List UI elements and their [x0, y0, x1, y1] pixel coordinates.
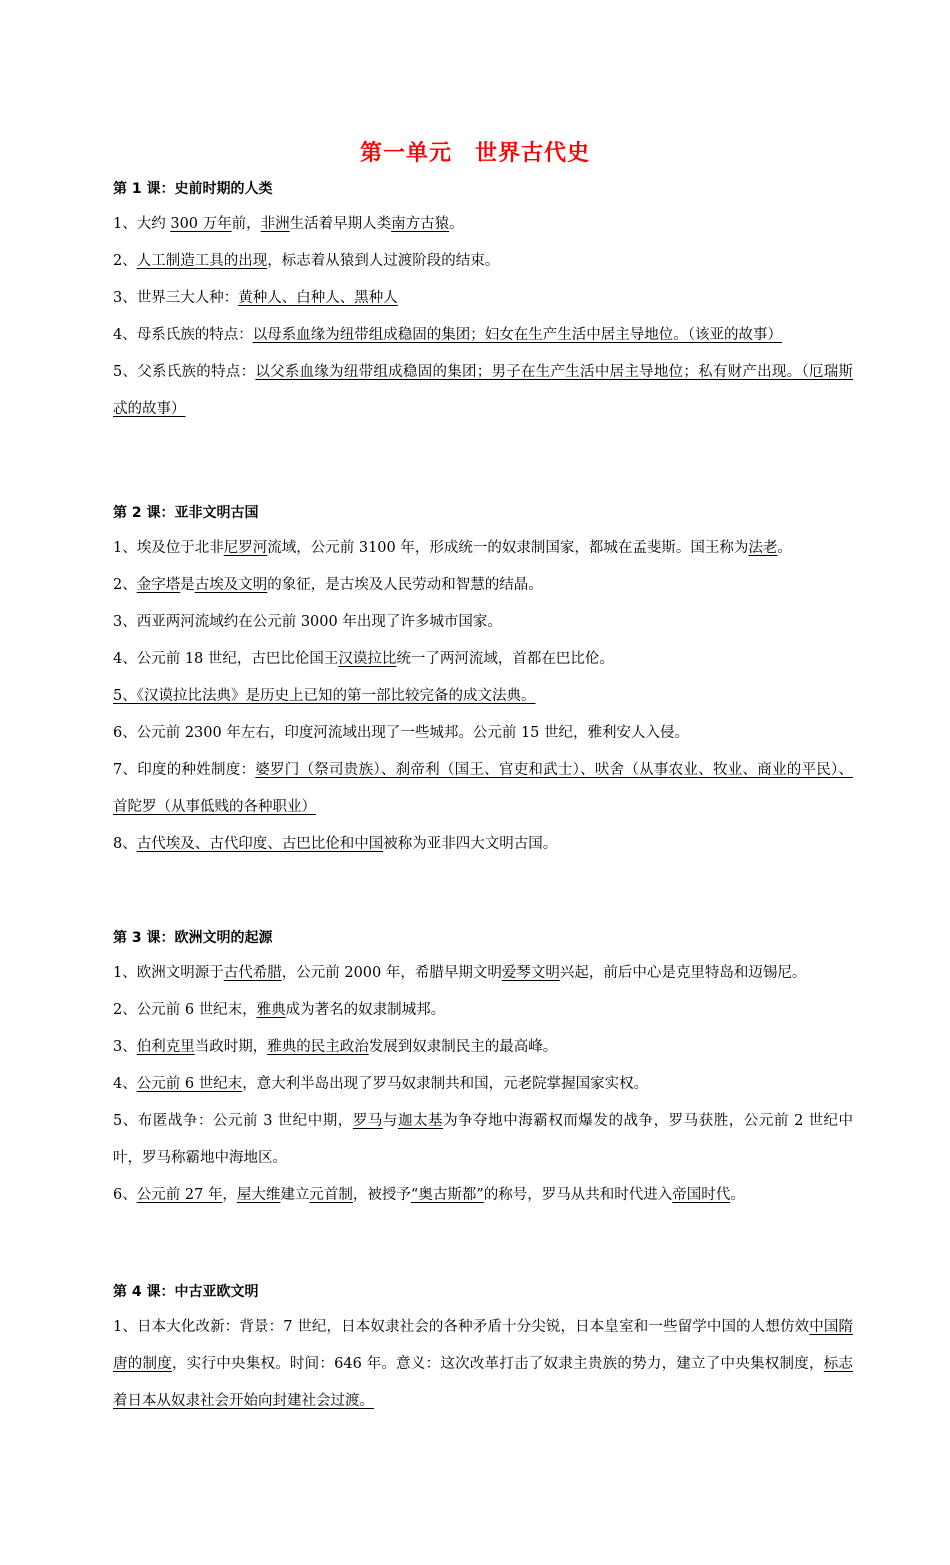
underlined-text: 南方古猿: [391, 216, 450, 232]
underlined-text: 非洲: [260, 216, 290, 232]
underlined-text: 伯利克里: [136, 1039, 195, 1055]
text-segment: ，: [222, 1187, 237, 1203]
list-item: [113, 678, 853, 715]
text-segment: 4、公元前 18 世纪，古巴比伦国王: [113, 651, 339, 667]
underlined-text: 金字塔: [136, 577, 181, 593]
text-segment: 1、埃及位于北非: [113, 540, 224, 556]
text-segment: 流域，公元前 3100 年，形成统一的奴隶制国家，都城在孟斐斯。国王称为: [267, 540, 749, 556]
underlined-text: 雅典: [256, 1002, 286, 1018]
text-segment: 是: [180, 577, 195, 593]
list-item: [113, 530, 853, 567]
list-item: [113, 206, 853, 243]
underlined-text: 帝国时代: [672, 1187, 731, 1203]
list-item: [113, 1103, 853, 1177]
underlined-text: 人工制造工具的出现: [136, 253, 268, 269]
underlined-text: 罗马: [352, 1113, 383, 1129]
text-segment: 8、: [113, 836, 137, 852]
list-item: [113, 752, 853, 826]
lesson-4: [113, 1275, 853, 1420]
underlined-text: 迦太基: [397, 1113, 444, 1129]
list-item: [113, 604, 853, 641]
underlined-text: 法老: [748, 540, 778, 556]
underlined-text: 300 万年: [170, 216, 232, 232]
text-segment: 3、: [113, 1039, 137, 1055]
text-segment: 成为著名的奴隶制城邦。: [285, 1002, 446, 1018]
list-item: [113, 955, 853, 992]
text-segment: 2、公元前 6 世纪末，: [113, 1002, 257, 1018]
text-segment: 建立: [280, 1187, 310, 1203]
text-segment: 。: [449, 216, 464, 232]
lesson-heading: 第 2 课：亚非文明古国: [113, 505, 259, 521]
underlined-text: 古代埃及、古代印度、古巴比伦和中国: [136, 836, 384, 852]
underlined-text: 中国隋唐的制度: [113, 1319, 854, 1372]
text-segment: 被称为亚非四大文明古国。: [383, 836, 558, 852]
underlined-text: 元首制: [309, 1187, 353, 1203]
list-item: [113, 1309, 853, 1420]
underlined-text: 尼罗河: [223, 540, 268, 556]
text-segment: 当政时期，: [194, 1039, 268, 1055]
underlined-text: 古代希腊: [223, 965, 282, 981]
list-item: [113, 317, 853, 354]
text-segment: ，被授予: [352, 1187, 411, 1203]
list-item: [113, 1177, 853, 1214]
list-item: [113, 280, 853, 317]
underlined-text: 以父系血缘为纽带组成稳固的集团；男子在生产生活中居主导地位；私有财产出现。（厄瑞斯忒的故事）: [113, 364, 853, 417]
text-segment: 7、印度的种姓制度：: [113, 762, 256, 778]
text-segment: 6、公元前 2300 年左右，印度河流域出现了一些城邦。公元前 15 世纪，雅利安人入侵。: [113, 725, 690, 741]
underlined-text: 标志着日本从奴隶社会开始向封建社会过渡。: [113, 1356, 853, 1409]
text-segment: 1、大约: [113, 216, 171, 232]
list-item: [113, 354, 853, 428]
underlined-text: 婆罗门（祭司贵族）、刹帝利（国王、官吏和武士）、吠舍（从事农业、牧业、商业的平民）、首陀罗（从事低贱的各种职业）: [113, 762, 853, 815]
lesson-heading: 第 4 课：中古亚欧文明: [113, 1284, 259, 1300]
underlined-text: 爱琴文明: [501, 965, 560, 981]
page-title: 第一单元 世界古代史: [359, 141, 590, 166]
text-segment: 2、: [113, 577, 137, 593]
text-segment: 兴起，前后中心是克里特岛和迈锡尼。: [559, 965, 807, 981]
text-segment: 6、: [113, 1187, 137, 1203]
text-segment: ，公元前 2000 年，希腊早期文明: [281, 965, 502, 981]
text-segment: ，意大利半岛出现了罗马奴隶制共和国，元老院掌握国家实权。: [242, 1076, 649, 1092]
list-item: [113, 715, 853, 752]
underlined-text: 公元前 6 世纪末: [136, 1076, 243, 1092]
underlined-text: 5、《汉谟拉比法典》是历史上已知的第一部比较完备的成文法典。: [113, 688, 536, 704]
underlined-text: 公元前 27 年: [136, 1187, 223, 1203]
underlined-text: 雅典的民主政治: [267, 1039, 369, 1055]
text-segment: 。: [777, 540, 792, 556]
text-segment: 为争夺地中海霸权而爆发的战争，罗马获胜，公元前 2 世纪中叶，罗马称霸地中海地区。: [113, 1113, 854, 1166]
text-segment: 3、世界三大人种：: [113, 290, 239, 306]
list-item: [113, 243, 853, 280]
text-segment: 4、: [113, 1076, 137, 1092]
lesson-2: [113, 496, 853, 863]
text-segment: 3、西亚两河流域约在公元前 3000 年出现了许多城市国家。: [113, 614, 502, 630]
list-item: [113, 1066, 853, 1103]
text-segment: 4、母系氏族的特点：: [113, 327, 253, 343]
text-segment: 1、日本大化改新：背景：7 世纪，日本奴隶社会的各种矛盾十分尖锐，日本皇室和一些留学中国的人想仿效: [113, 1319, 810, 1335]
lesson-heading: 第 3 课：欧洲文明的起源: [113, 930, 273, 946]
text-segment: 1、欧洲文明源于: [113, 965, 224, 981]
text-segment: 统一了两河流域，首都在巴比伦。: [396, 651, 614, 667]
text-segment: 的象征，是古埃及人民劳动和智慧的结晶。: [267, 577, 543, 593]
text-segment: 与: [382, 1113, 398, 1129]
text-segment: 2、: [113, 253, 137, 269]
text-segment: 。: [730, 1187, 745, 1203]
underlined-text: 汉谟拉比: [338, 651, 397, 667]
list-item: [113, 992, 853, 1029]
underlined-text: 黄种人、白种人、黑种人: [238, 290, 398, 306]
text-segment: 前，: [231, 216, 261, 232]
lesson-1: [113, 172, 853, 428]
underlined-text: 古埃及文明: [194, 577, 268, 593]
list-item: [113, 567, 853, 604]
list-item: [113, 641, 853, 678]
list-item: [113, 1029, 853, 1066]
lesson-3: [113, 921, 853, 1214]
text-segment: ，实行中央集权。时间：646 年。意义：这次改革打击了奴隶主贵族的势力，建立了中央集权制度，: [171, 1356, 824, 1372]
underlined-text: “奥古斯都”: [410, 1187, 484, 1203]
text-segment: 5、布匿战争：公元前 3 世纪中期，: [113, 1113, 353, 1129]
underlined-text: 以母系血缘为纽带组成稳固的集团；妇女在生产生活中居主导地位。（该亚的故事）: [252, 327, 782, 343]
list-item: [113, 826, 853, 863]
underlined-text: 屋大维: [236, 1187, 281, 1203]
lesson-heading: 第 1 课：史前时期的人类: [113, 181, 273, 197]
text-segment: 生活着早期人类: [289, 216, 392, 232]
text-segment: 5、父系氏族的特点：: [113, 364, 256, 380]
text-segment: ，标志着从猿到人过渡阶段的结束。: [267, 253, 500, 269]
text-segment: 发展到奴隶制民主的最高峰。: [368, 1039, 558, 1055]
text-segment: 的称号，罗马从共和时代进入: [483, 1187, 673, 1203]
